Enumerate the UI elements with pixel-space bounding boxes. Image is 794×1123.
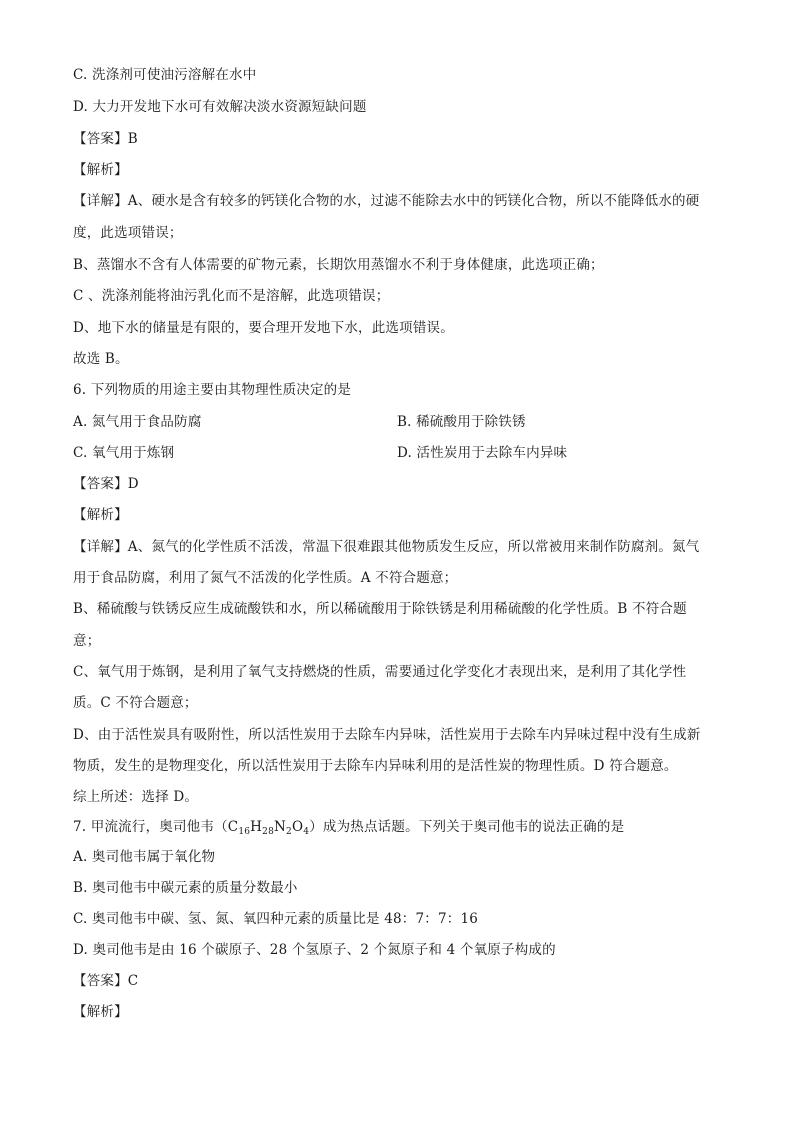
q5-analysis-heading: 【解析】 [73, 162, 128, 178]
q6-detail-line: 用于食品防腐，利用了氮气不活泼的化学性质。A 不符合题意； [73, 570, 458, 586]
formula-subscript: 4 [303, 827, 310, 837]
q5-detail-line: 度，此选项错误； [73, 225, 183, 241]
formula-element: N [274, 819, 287, 835]
q6-detail-line: B、稀硫酸与铁锈反应生成硫酸铁和水，所以稀硫酸用于除铁锈是利用稀硫酸的化学性质。B 不符合题 [73, 601, 687, 617]
q5-detail-line: D、地下水的储量是有限的，要合理开发地下水，此选项错误。 [73, 320, 454, 336]
q7-stem-before: 7. 甲流流行，奥司他韦（C [73, 819, 239, 835]
q6-detail-line: D、由于活性炭具有吸附性，所以活性炭用于去除车内异味，活性炭用于去除车内异味过程中没有生成新 [73, 727, 701, 743]
q7-analysis-heading: 【解析】 [73, 1004, 128, 1020]
q5-detail-line: C 、洗涤剂能将油污乳化而不是溶解，此选项错误； [73, 288, 390, 304]
q6-detail-line: 物质，发生的是物理变化，所以活性炭用于去除车内异味利用的是活性炭的物理性质。D 符合题意。 [73, 758, 678, 774]
q5-detail-line: 【详解】A、硬水是含有较多的钙镁化合物的水，过滤不能除去水中的钙镁化合物，所以不能降低水的硬 [73, 193, 700, 209]
q5-detail-line: B、蒸馏水不含有人体需要的矿物元素，长期饮用蒸馏水不利于身体健康，此选项正确； [73, 257, 604, 273]
q6-stem: 6. 下列物质的用途主要由其物理性质决定的是 [73, 382, 352, 398]
formula-element: H [250, 819, 263, 835]
q6-option-c: C. 氧气用于炼钢 [73, 445, 175, 461]
q6-detail-line: 意； [73, 633, 101, 649]
q7-option-c: C. 奥司他韦中碳、氢、氮、氧四种元素的质量比是 48：7：7：16 [73, 911, 479, 927]
q6-answer: 【答案】D [73, 476, 139, 492]
q6-option-b: B. 稀硫酸用于除铁锈 [397, 414, 526, 430]
q7-stem-after: ）成为热点话题。下列关于奥司他韦的说法正确的是 [309, 819, 625, 835]
q6-analysis-heading: 【解析】 [73, 507, 128, 523]
q5-option-d: D. 大力开发地下水可有效解决淡水资源短缺问题 [73, 99, 367, 115]
q7-option-a: A. 奥司他韦属于氧化物 [73, 849, 216, 865]
q6-detail-line: 质。C 不符合题意； [73, 695, 198, 711]
q7-option-d: D. 奥司他韦是由 16 个碳原子、28 个氢原子、2 个氮原子和 4 个氧原子构成的 [73, 942, 556, 958]
formula-subscript: 2 [286, 827, 292, 837]
q5-detail-line: 故选 B。 [73, 351, 129, 367]
q7-answer: 【答案】C [73, 973, 139, 989]
formula-subscript: 16 [238, 827, 251, 837]
q6-option-d: D. 活性炭用于去除车内异味 [397, 445, 568, 461]
formula-subscript: 28 [262, 827, 275, 837]
q6-detail-line: C、氧气用于炼钢，是利用了氧气支持燃烧的性质，需要通过化学变化才表现出来，是利用了其化学性 [73, 664, 687, 680]
q7-stem [73, 819, 624, 837]
q6-detail-line: 综上所述：选择 D。 [73, 789, 199, 805]
q6-detail-line: 【详解】A、氮气的化学性质不活泼，常温下很难跟其他物质发生反应，所以常被用来制作防腐剂。氮气 [73, 539, 700, 555]
q5-answer: 【答案】B [73, 131, 138, 147]
q7-option-b: B. 奥司他韦中碳元素的质量分数最小 [73, 880, 298, 896]
q5-option-c: C. 洗涤剂可使油污溶解在水中 [73, 67, 257, 83]
q6-option-a: A. 氮气用于食品防腐 [73, 414, 202, 430]
formula-element: O [291, 819, 304, 835]
